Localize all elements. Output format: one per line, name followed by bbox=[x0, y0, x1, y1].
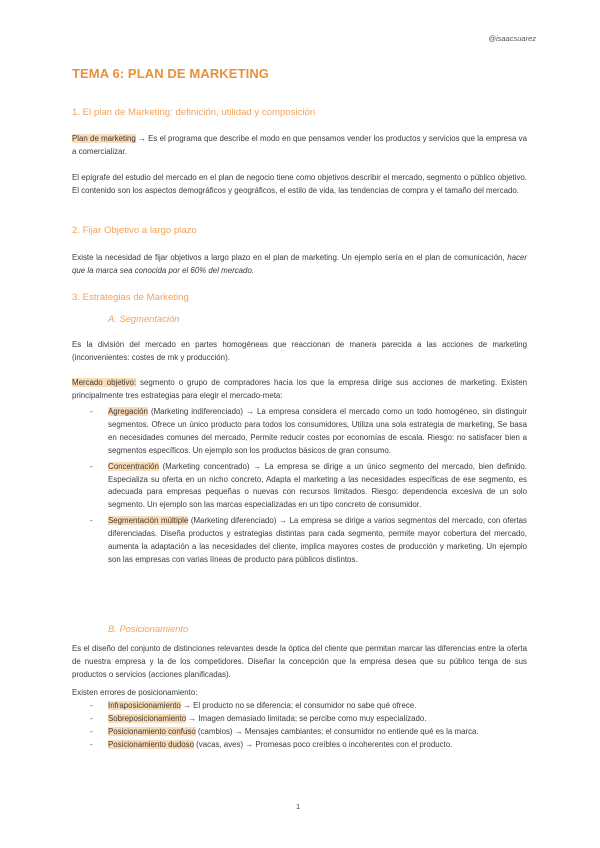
strategies-list bbox=[72, 406, 527, 570]
list-item: - Agregación (Marketing indiferenciado) → La empresa considera el mercado como un todo homogéneo, sin distinguir segmentos. Ofrece un único producto para todos los consumidores, Utiliza una sola estrategia de marketing, Se basa en necesidades comunes del mercado, Permite reducir costes por economías de escala. Riesgo: no satisfacer bien a segmentos específicos. Un ejemplo son los productos básicos de gran consumo. bbox=[90, 407, 527, 455]
dash-bullet: - bbox=[90, 726, 93, 736]
page-number: 1 bbox=[296, 802, 301, 811]
positioning-paragraph: Es el diseño del conjunto de distinciones relevantes desde la óptica del cliente que permitan marcar las diferencias entre la oferta de nuestra empresa y la de los competidores. Diseñar la concepción que la empresa desea que su público tenga de sus productos o servicios (acciones planificadas). bbox=[72, 644, 527, 679]
positioning-errors-intro: Existen errores de posicionamiento: bbox=[72, 688, 198, 697]
dash-bullet: - bbox=[90, 461, 93, 471]
dash-bullet: - bbox=[90, 407, 93, 416]
list-item: - Concentración (Marketing concentrado) → La empresa se dirige a un único segmento del mercado, bien definido. Especializa su oferta en un nicho concreto, Adapta el marketing a las necesidades específicas de ese segmento, es adecuada para empresas pequeñas o nuevas con recursos limitados. Riesgo: dependencia excesiva de un solo segmento. Un ejemplo son las marcas especializadas en un tipo concreto de consumidor. bbox=[90, 461, 527, 510]
highlighted-term: Segmentación múltiple bbox=[108, 516, 189, 526]
list-item: - Posicionamiento dudoso (vacas, aves) → Promesas poco creíbles o incoherentes con el producto. bbox=[72, 739, 527, 752]
dash-bullet: - bbox=[90, 516, 93, 526]
target-market-paragraph: Mercado objetivo: segmento o grupo de compradores hacia los que la empresa dirige sus acciones de marketing. Existen principalmente tres estrategias para elegir el mercado-meta: bbox=[72, 378, 527, 400]
section-1-heading: 1. El plan de Marketing: definición, utilidad y composición bbox=[72, 107, 316, 118]
list-item: - Segmentación múltiple (Marketing diferenciado) → La empresa se dirige a varios segmentos del mercado, con ofertas diferenciadas. Diseña productos y estrategias distintas para cada segmento, permite mayor cobertura del mercado, aumenta la adaptación a las necesidades del cliente, implica mayores costes de producción y marketing. Un ejemplo son las empresas con varias líneas de producto para públicos distintos. bbox=[90, 516, 527, 564]
highlighted-term: Agregación bbox=[108, 407, 148, 416]
list-item: - Sobreposicionamiento → Imagen demasiado limitada; se percibe como muy especializado. bbox=[72, 713, 527, 726]
section-2-heading: 2. Fijar Objetivo a largo plazo bbox=[72, 225, 197, 236]
highlighted-term: Posicionamiento confuso bbox=[108, 726, 196, 736]
section-1-paragraph-1: Plan de marketing → Es el programa que describe el modo en que pensamos vender los productos y servicios que la empresa va a comercializar. bbox=[72, 134, 527, 156]
highlighted-term: Mercado objetivo: bbox=[72, 378, 137, 387]
section-1-paragraph-2: El epígrafe del estudio del mercado en el plan de negocio tiene como objetivos describir el mercado, segmento o público objetivo. El contenido son los aspectos demográficos y geográficos, el estilo de vida, las tendencias de compra y el tamaño del mercado. bbox=[72, 173, 527, 195]
highlighted-term: Sobreposicionamiento bbox=[108, 713, 187, 723]
highlighted-term: Concentración bbox=[108, 461, 159, 471]
dash-bullet: - bbox=[90, 739, 93, 749]
page-title: TEMA 6: PLAN DE MARKETING bbox=[72, 66, 270, 81]
highlighted-term: Plan de marketing bbox=[72, 134, 136, 143]
dash-bullet: - bbox=[90, 713, 93, 723]
section-2-paragraph: Existe la necesidad de fijar objetivos a largo plazo en el plan de marketing. Un ejemplo sería en el plan de comunicación, hacer que la marca sea conocida por el 60% del mercado. bbox=[72, 253, 527, 275]
list-item: - Posicionamiento confuso (cambios) → Mensajes cambiantes; el consumidor no entiende qué es la marca. bbox=[72, 726, 527, 739]
segmentation-paragraph: Es la división del mercado en partes homogéneas que reaccionan de manera parecida a las acciones de marketing (inconvenientes: costes de mk y producción). bbox=[72, 340, 527, 362]
list-item: - Infraposicionamiento → El producto no se diferencia; el consumidor no sabe qué ofrece. bbox=[72, 700, 527, 713]
dash-bullet: - bbox=[90, 701, 93, 710]
author-handle: @isaacsuarez bbox=[488, 34, 536, 43]
positioning-errors-list bbox=[72, 700, 527, 752]
highlighted-term: Posicionamiento dudoso bbox=[108, 739, 194, 749]
subsection-a-heading: A. Segmentación bbox=[108, 313, 180, 324]
subsection-b-heading: B. Posicionamiento bbox=[108, 623, 189, 634]
highlighted-term: Infraposicionamiento bbox=[108, 701, 181, 710]
section-3-heading: 3. Estrategias de Marketing bbox=[72, 292, 189, 303]
